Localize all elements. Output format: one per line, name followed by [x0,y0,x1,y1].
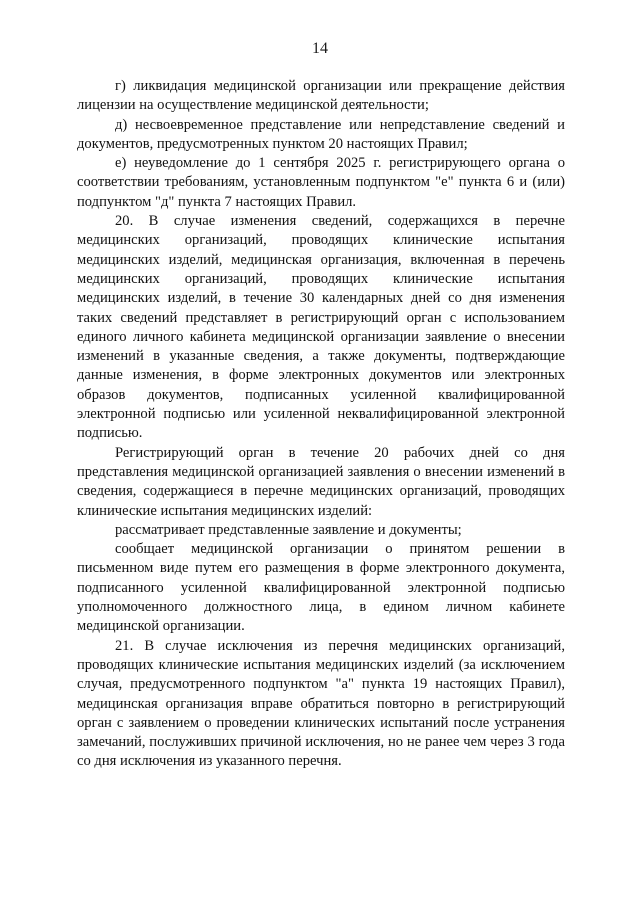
paragraph-informs: сообщает медицинской организации о принятом решении в письменном виде путем его размещения в форме электронного документа, подписанного усиленной квалифицированной электронной подписью уполномоченного должностного лица, в едином личном кабинете медицинской организации. [77,541,565,635]
paragraph-registering-body: Регистрирующий орган в течение 20 рабочих дней со дня представления медицинской организацией заявления о внесении изменений в сведения, содержащиеся в перечне медицинских организаций, проводящих клинические испытания медицинских изделий: [77,444,565,519]
page-number: 14 [312,40,328,57]
paragraph-considers: рассматривает представленные заявление и документы; [115,521,462,538]
paragraph-subitem-d: д) несвоевременное представление или непредставление сведений и документов, предусмотренных пунктом 20 настоящих Правил; [77,116,565,152]
paragraph-item-21: 21. В случае исключения из перечня медицинских организаций, проводящих клинические испытания медицинских изделий (за исключением случая, предусмотренного подпунктом "а" пункта 19 настоящих Правил), медицинская организация вправе обратиться повторно в регистрирующий орган с заявлением о проведении клинических испытаний после устранения замечаний, послуживших причиной исключения, но не ранее чем через 3 года со дня исключения из указанного перечня. [77,637,565,770]
document-body [77,77,565,772]
paragraph-subitem-e: е) неуведомление до 1 сентября 2025 г. регистрирующего органа о соответствии требованиям, установленным подпунктом "е" пункта 6 и (или) подпунктом "д" пункта 7 настоящих Правил. [77,155,565,210]
paragraph-subitem-g: г) ликвидация медицинской организации или прекращение действия лицензии на осуществление медицинской деятельности; [77,78,565,114]
paragraph-item-20: 20. В случае изменения сведений, содержащихся в перечне медицинских организаций, проводящих клинические испытания медицинских изделий, медицинская организация, включенная в перечень медицинских организаций, проводящих клинические испытания медицинских изделий, в течение 30 календарных дней со дня изменения таких сведений представляет в регистрирующий орган с использованием единого личного кабинета медицинской организации заявление о внесении изменений в указанные сведения, а также документы, подтверждающие данные изменения, в форме электронных документов или электронных образов документов, подписанных усиленной квалифицированной электронной подписью или усиленной неквалифицированной электронной подписью. [77,213,565,442]
